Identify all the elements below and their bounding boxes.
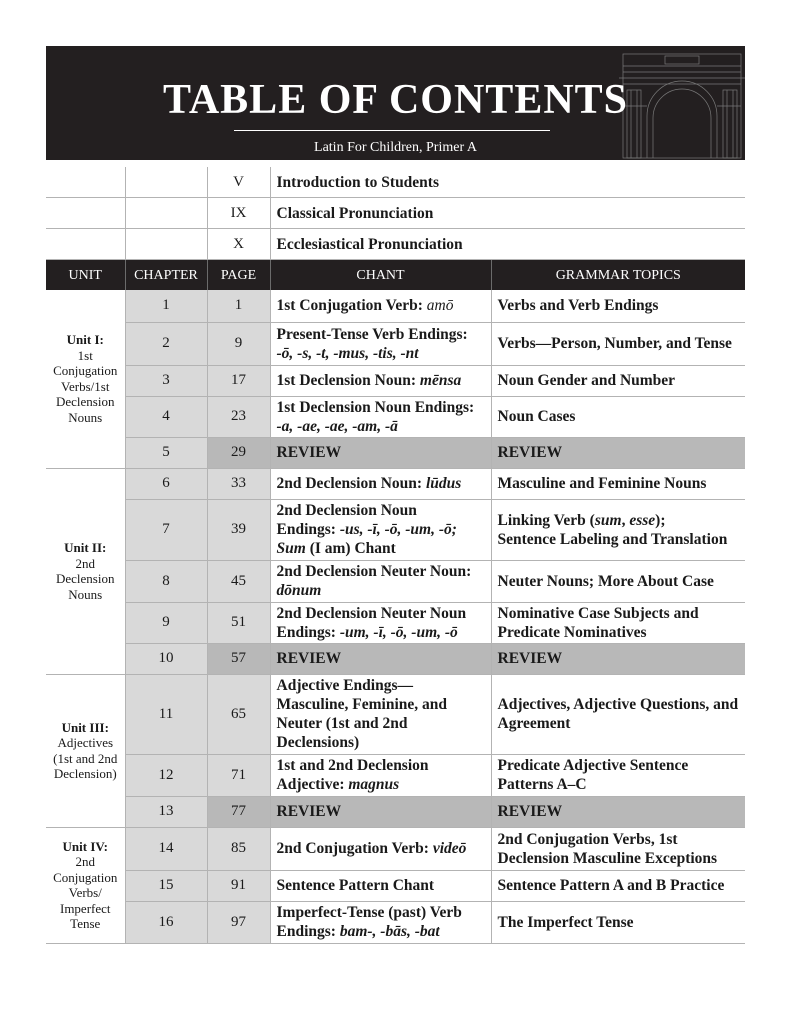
grammar-text: ); [655, 511, 666, 529]
book-subtitle: Latin For Children, Primer A [314, 140, 477, 155]
grammar-cell: Verbs and Verb Endings [491, 290, 745, 322]
chant-cell [270, 468, 491, 499]
chant-cell: Sentence Pattern Chant [270, 870, 491, 901]
chant-latin: -a, -ae, -ae, -am, -ā [276, 417, 398, 435]
chapter-number: 3 [125, 365, 207, 396]
chant-latin: -ō, -s, -t, -mus, -tis, -nt [276, 344, 419, 362]
unit-cell [46, 290, 125, 468]
chant-latin: -um, -ī, -ō, -um, -ō [339, 623, 458, 641]
chant-cell [270, 365, 491, 396]
page-number: 33 [207, 468, 270, 499]
review-row [46, 437, 745, 468]
grammar-cell: Nominative Case Subjects and Predicate Nominatives [491, 602, 745, 643]
grammar-cell: REVIEW [491, 796, 745, 827]
chant-text: 1st Conjugation Verb: [276, 297, 427, 315]
page-number: 17 [207, 365, 270, 396]
chapter-number: 1 [125, 290, 207, 322]
table-row [46, 468, 745, 499]
intro-page: X [207, 229, 270, 260]
title-divider [234, 130, 550, 131]
page-number: 71 [207, 754, 270, 796]
unit-name: Unit I: [66, 332, 104, 348]
unit-description: 2nd Declension Nouns [56, 555, 115, 602]
chant-cell: REVIEW [270, 643, 491, 674]
intro-row [46, 198, 745, 229]
unit-description: Adjectives (1st and 2nd Declension) [53, 735, 118, 781]
chapter-number: 11 [125, 674, 207, 754]
intro-title: Introduction to Students [270, 167, 745, 198]
page-number: 77 [207, 796, 270, 827]
grammar-cell: 2nd Conjugation Verbs, 1st Declension Masculine Exceptions [491, 827, 745, 870]
table-header [46, 260, 745, 291]
chant-text: 2nd Conjugation Verb: [276, 840, 433, 857]
table-row [46, 870, 745, 901]
chant-text: 2nd Declension Noun: [276, 475, 426, 492]
unit-name: Unit IV: [62, 838, 108, 854]
chapter-number: 14 [125, 827, 207, 870]
page-number: 45 [207, 560, 270, 602]
chant-text: 1st and 2nd Declension [276, 757, 429, 774]
chant-text: Imperfect-Tense (past) Verb [276, 904, 462, 921]
chapter-number: 7 [125, 499, 207, 560]
table-row [46, 499, 745, 560]
grammar-cell: Noun Cases [491, 396, 745, 437]
table-row [46, 602, 745, 643]
chant-latin: videō [432, 840, 467, 857]
chant-cell [270, 396, 491, 437]
grammar-cell: REVIEW [491, 643, 745, 674]
intro-page: IX [207, 198, 270, 229]
chant-cell [270, 754, 491, 796]
chapter-number: 13 [125, 796, 207, 827]
chant-latin: bam-, -bās, -bat [339, 923, 440, 940]
grammar-cell: Predicate Adjective Sentence Patterns A–C [491, 754, 745, 796]
grammar-cell: REVIEW [491, 437, 745, 468]
unit-cell [46, 827, 125, 943]
intro-page: V [207, 167, 270, 198]
page-number: 29 [207, 437, 270, 468]
unit-description: 2nd Conjugation Verbs/ Imperfect Tense [53, 854, 118, 931]
chant-cell [270, 901, 491, 943]
chant-latin: lūdus [425, 475, 462, 492]
grammar-text: Linking Verb ( [497, 511, 595, 529]
table-row [46, 560, 745, 602]
chant-text: 1st Declension Noun Endings: [276, 398, 475, 416]
chapter-number: 5 [125, 437, 207, 468]
page-number: 85 [207, 827, 270, 870]
chant-latin: dōnum [276, 582, 322, 599]
chant-text: Endings: [276, 923, 340, 940]
chant-text: Endings: [276, 521, 340, 538]
chapter-number: 8 [125, 560, 207, 602]
chant-text: 2nd Declension Neuter Noun [276, 604, 467, 622]
chapter-number: 16 [125, 901, 207, 943]
grammar-cell: Neuter Nouns; More About Case [491, 560, 745, 602]
intro-row [46, 167, 745, 198]
page-number: 97 [207, 901, 270, 943]
chant-cell [270, 560, 491, 602]
chant-text: Adjective: [276, 776, 349, 793]
chant-cell [270, 322, 491, 365]
table-row [46, 674, 745, 754]
grammar-cell: The Imperfect Tense [491, 901, 745, 943]
table-row [46, 396, 745, 437]
header-chapter: CHAPTER [125, 260, 207, 291]
chant-text: Present-Tense Verb Endings: [276, 325, 468, 343]
grammar-cell [491, 499, 745, 560]
header-grammar: GRAMMAR TOPICS [491, 260, 745, 291]
chant-cell [270, 602, 491, 643]
unit-cell [46, 468, 125, 674]
grammar-cell: Noun Gender and Number [491, 365, 745, 396]
intro-title: Classical Pronunciation [270, 198, 745, 229]
table-row [46, 901, 745, 943]
page-number: 51 [207, 602, 270, 643]
grammar-cell: Sentence Pattern A and B Practice [491, 870, 745, 901]
grammar-text: Sentence Labeling and Translation [497, 530, 728, 548]
grammar-cell: Masculine and Feminine Nouns [491, 468, 745, 499]
unit-name: Unit II: [64, 540, 107, 555]
unit-cell [46, 674, 125, 827]
contents-table [46, 167, 745, 944]
chant-text: 1st Declension Noun: [276, 372, 420, 389]
chapter-number: 4 [125, 396, 207, 437]
chant-latin: -us, -ī, -ō, -um, -ō; [339, 521, 457, 538]
chant-latin: mēnsa [419, 372, 462, 389]
page-title: TABLE OF CONTENTS [162, 77, 629, 123]
review-row [46, 796, 745, 827]
grammar-latin: esse [629, 511, 656, 529]
unit-description: 1st Conjugation Verbs/1st Declension Nouns [53, 347, 118, 425]
intro-row [46, 229, 745, 260]
grammar-latin: sum [594, 511, 622, 529]
chant-cell [270, 499, 491, 560]
chant-text: Endings: [276, 623, 340, 641]
page-number: 1 [207, 290, 270, 322]
chapter-number: 9 [125, 602, 207, 643]
table-row [46, 754, 745, 796]
chapter-number: 2 [125, 322, 207, 365]
chant-latin: Sum [276, 540, 306, 557]
review-row [46, 643, 745, 674]
chant-latin: magnus [348, 776, 400, 793]
page-number: 91 [207, 870, 270, 901]
chant-cell: REVIEW [270, 437, 491, 468]
chant-cell [270, 290, 491, 322]
grammar-cell: Adjectives, Adjective Questions, and Agreement [491, 674, 745, 754]
chant-cell: Adjective Endings— Masculine, Feminine, and Neuter (1st and 2nd Declensions) [270, 674, 491, 754]
intro-title: Ecclesiastical Pronunciation [270, 229, 745, 260]
chapter-number: 15 [125, 870, 207, 901]
chant-latin: amō [426, 297, 454, 315]
table-row [46, 365, 745, 396]
chant-cell: REVIEW [270, 796, 491, 827]
page-number: 39 [207, 499, 270, 560]
chapter-number: 10 [125, 643, 207, 674]
table-row [46, 290, 745, 322]
chapter-number: 6 [125, 468, 207, 499]
chant-text: (I am) Chant [305, 540, 396, 557]
header-unit: UNIT [46, 260, 125, 291]
page-number: 9 [207, 322, 270, 365]
grammar-cell: Verbs—Person, Number, and Tense [491, 322, 745, 365]
header-page: PAGE [207, 260, 270, 291]
header-chant: CHANT [270, 260, 491, 291]
grammar-text: , [621, 511, 630, 529]
header-banner [46, 46, 745, 160]
chant-text: 2nd Declension Noun [276, 502, 417, 519]
chant-cell [270, 827, 491, 870]
page-number: 65 [207, 674, 270, 754]
chapter-number: 12 [125, 754, 207, 796]
table-row [46, 827, 745, 870]
unit-name: Unit III: [61, 719, 109, 735]
table-row [46, 322, 745, 365]
page-number: 57 [207, 643, 270, 674]
chant-text: 2nd Declension Neuter Noun: [276, 563, 472, 580]
page-number: 23 [207, 396, 270, 437]
